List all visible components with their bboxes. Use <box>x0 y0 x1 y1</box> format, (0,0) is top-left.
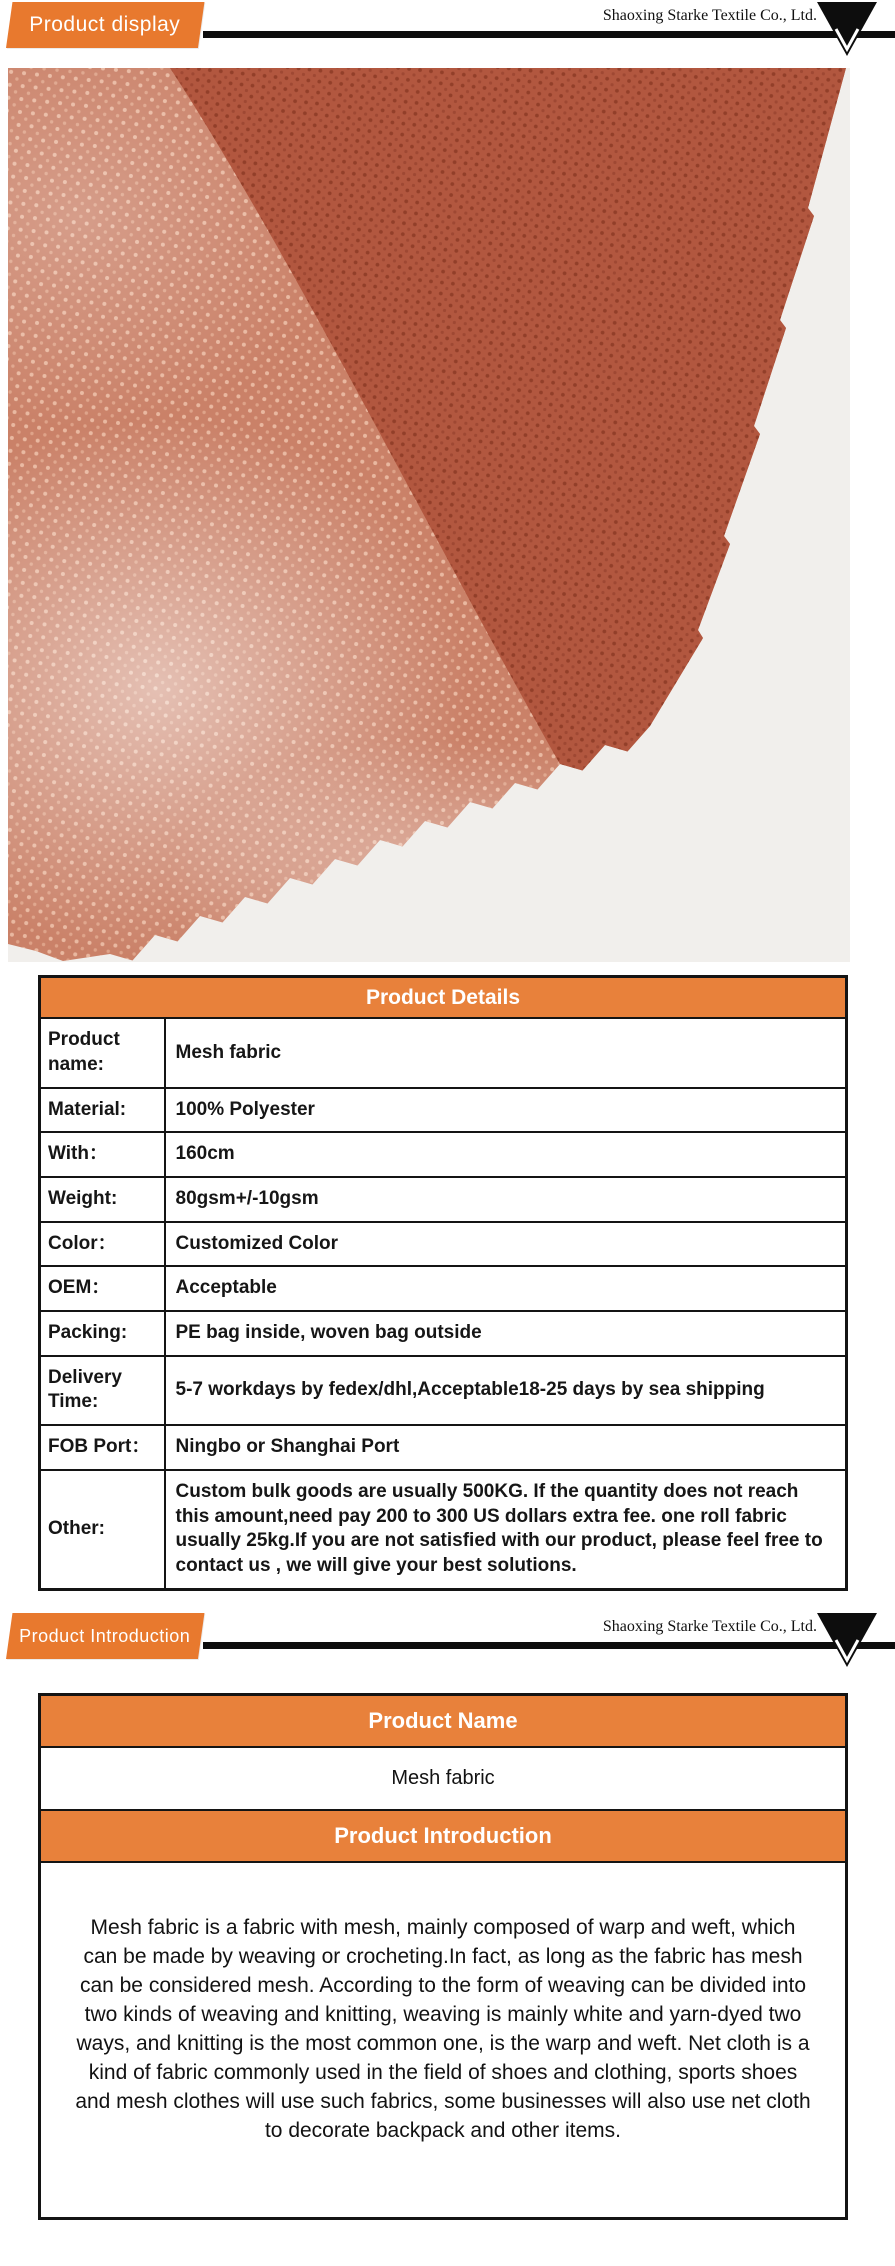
table-title-row <box>40 1695 847 1748</box>
details-label: With： <box>40 1132 165 1177</box>
table-row <box>40 1862 847 2219</box>
details-label: Product name: <box>40 1018 165 1087</box>
details-value: Custom bulk goods are usually 500KG. If the quantity does not reach this amount,need pay 200 to 300 US dollars extra fee. one roll fabric usually 25kg.If you are not satisfied with our product, please feel free to contact us , we will give your best solutions. <box>165 1470 847 1589</box>
details-label: Material: <box>40 1088 165 1133</box>
table-row <box>40 1132 847 1177</box>
product-details-table <box>38 975 848 1591</box>
details-value: 160cm <box>165 1132 847 1177</box>
display-banner <box>6 2 204 48</box>
table-row <box>40 1222 847 1267</box>
introduction-banner-label: Product Introduction <box>19 1625 191 1646</box>
table-row <box>40 1356 847 1425</box>
brand-triangle-icon <box>816 1613 878 1669</box>
details-value: Mesh fabric <box>165 1018 847 1087</box>
product-introduction-text: Mesh fabric is a fabric with mesh, mainly composed of warp and weft, which can be made by weaving or crocheting.In fact, as long as the fabric has mesh can be considered mesh. According to the form of weaving can be divided into two kinds of weaving and knitting, weaving is mainly white and yarn-dyed two ways, and knitting is the most common one, is the warp and weft. Net cloth is a kind of fabric commonly used in the field of shoes and clothing, sports shoes and mesh clothes will use such fabrics, some businesses will also use net cloth to decorate backpack and other items. <box>40 1862 847 2219</box>
header-product-introduction <box>0 1611 895 1675</box>
details-value: Customized Color <box>165 1222 847 1267</box>
product-introduction-table <box>38 1693 848 2220</box>
brand-triangle-icon <box>816 2 878 58</box>
display-banner-label: Product display <box>29 13 181 36</box>
header-product-display <box>0 0 895 64</box>
table-row <box>40 1177 847 1222</box>
company-name: Shaoxing Starke Textile Co., Ltd. <box>602 1618 817 1635</box>
company-name: Shaoxing Starke Textile Co., Ltd. <box>602 7 817 24</box>
product-details-title: Product Details <box>40 977 847 1019</box>
details-label: OEM： <box>40 1266 165 1311</box>
details-label: Other: <box>40 1470 165 1589</box>
table-row <box>40 1088 847 1133</box>
product-name-value: Mesh fabric <box>40 1747 847 1810</box>
details-label: Weight: <box>40 1177 165 1222</box>
table-title-row <box>40 977 847 1019</box>
product-photo-mesh-fabric <box>8 68 850 962</box>
details-label: Delivery Time: <box>40 1356 165 1425</box>
table-row <box>40 1266 847 1311</box>
header-divider-line <box>203 1642 895 1649</box>
details-value: Ningbo or Shanghai Port <box>165 1425 847 1470</box>
table-row <box>40 1470 847 1589</box>
table-row <box>40 1311 847 1356</box>
product-name-header: Product Name <box>40 1695 847 1748</box>
details-label: Packing: <box>40 1311 165 1356</box>
details-value: 5-7 workdays by fedex/dhl,Acceptable18-25 days by sea shipping <box>165 1356 847 1425</box>
introduction-banner <box>6 1613 204 1659</box>
table-title-row <box>40 1810 847 1862</box>
details-label: FOB Port： <box>40 1425 165 1470</box>
header-divider-line <box>203 31 895 38</box>
details-value: 80gsm+/-10gsm <box>165 1177 847 1222</box>
details-value: PE bag inside, woven bag outside <box>165 1311 847 1356</box>
product-introduction-header: Product Introduction <box>40 1810 847 1862</box>
table-row <box>40 1425 847 1470</box>
table-row <box>40 1747 847 1810</box>
table-row <box>40 1018 847 1087</box>
details-value: Acceptable <box>165 1266 847 1311</box>
details-label: Color： <box>40 1222 165 1267</box>
details-value: 100% Polyester <box>165 1088 847 1133</box>
